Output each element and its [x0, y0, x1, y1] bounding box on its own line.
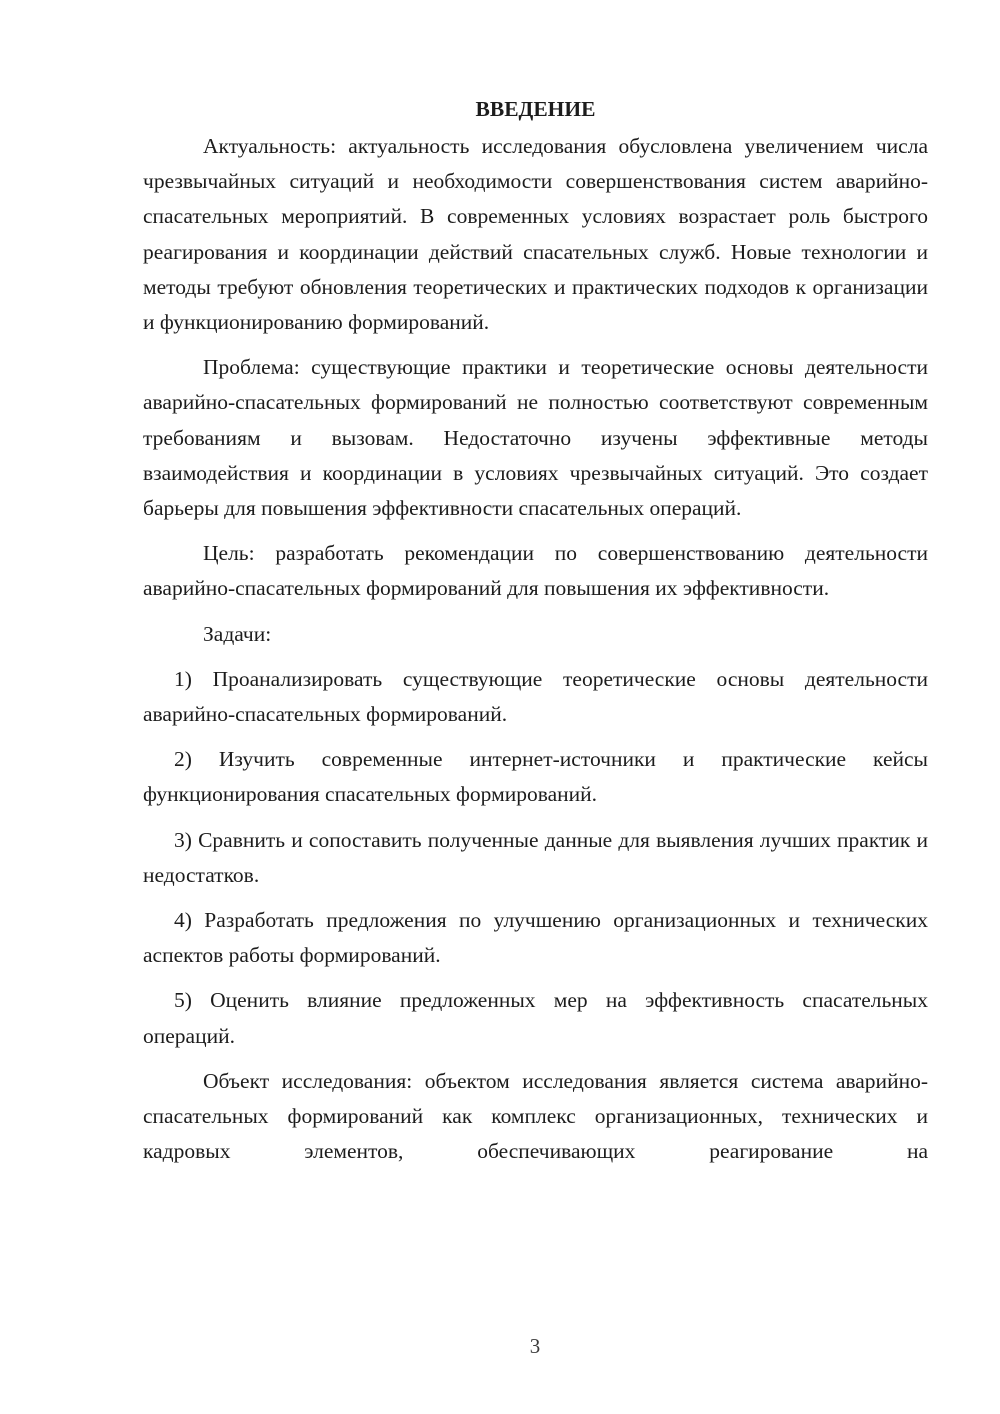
task-item-5: 5) Оценить влияние предложенных мер на эффективность спасательных операций. — [143, 988, 928, 1048]
task-item-4: 4) Разработать предложения по улучшению организационных и технических аспектов работы формирований. — [143, 908, 928, 968]
paragraph-relevance: Актуальность: актуальность исследования обусловлена увеличением числа чрезвычайных ситуаций и необходимости совершенствования систем аварийно-спасательных мероприятий. В современных условиях возрастает роль быстрого реагирования и координации действий спасательных служб. Новые технологии и методы требуют обновления теоретических и практических подходов к организации и функционированию формирований. — [143, 134, 928, 335]
task-item-1: 1) Проанализировать существующие теоретические основы деятельности аварийно-спасательных формирований. — [143, 666, 928, 727]
paragraph-goal: Цель: разработать рекомендации по совершенствованию деятельности аварийно-спасательных формирований для повышения их эффективности. — [143, 541, 928, 601]
task-item-3: 3) Сравнить и сопоставить полученные данные для выявления лучших практик и недостатков. — [143, 827, 928, 887]
document-page — [143, 92, 928, 1169]
page-title: ВВЕДЕНИЕ — [475, 97, 596, 121]
paragraph-object: Объект исследования: объектом исследования является система аварийно-спасательных формирований как комплекс организационных, технических и кадровых элементов, обеспечивающих реагирование на — [143, 1068, 928, 1164]
paragraph-problem: Проблема: существующие практики и теоретические основы деятельности аварийно-спасательных формирований не полностью соответствуют современным требованиям и вызовам. Недостаточно изучены эффективные методы взаимодействия и координации в условиях чрезвычайных ситуаций. Это создает барьеры для повышения эффективности спасательных операций. — [143, 355, 928, 521]
tasks-label: Задачи: — [203, 621, 272, 646]
task-item-2: 2) Изучить современные интернет-источники и практические кейсы функционирования спасательных формирований. — [143, 747, 928, 807]
page-number: 3 — [529, 1334, 541, 1358]
